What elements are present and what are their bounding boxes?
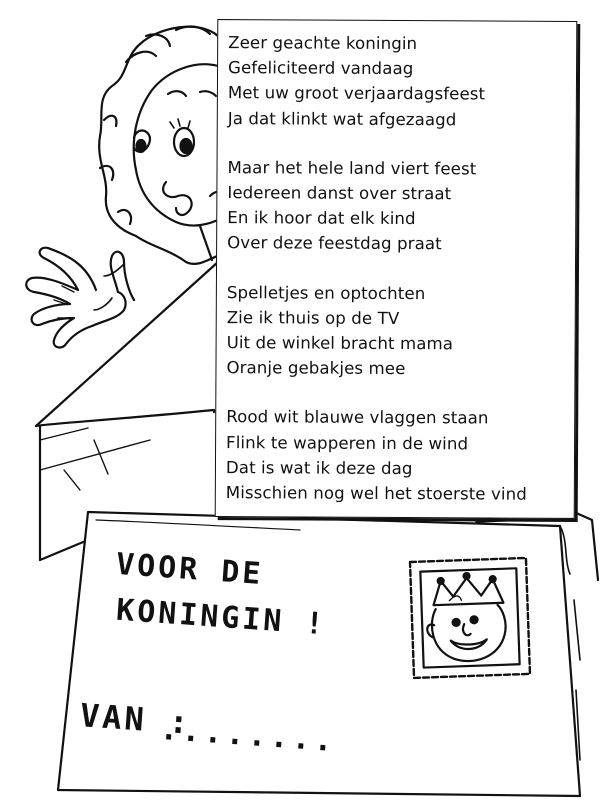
poem-stanza-1 [228, 30, 573, 133]
waving-hand [26, 248, 134, 348]
poem-line: Zeer geachte koningin [228, 33, 418, 54]
poem-line: Rood wit blauwe vlaggen staan [226, 407, 489, 428]
poem-text [226, 30, 572, 507]
poem-line: Gefeliciteerd vandaag [228, 58, 414, 79]
poem-line: Maar het hele land viert feest [227, 157, 477, 179]
poem-stanza-4 [226, 405, 571, 508]
address-line-1: VOOR DE [114, 546, 265, 593]
poem-line: En ik hoor dat elk kind [227, 208, 416, 229]
poem-line: Iedereen danst over straat [227, 183, 452, 204]
poem-line: Ja dat klinkt wat afgezaagd [227, 108, 457, 129]
address-line-2: KONINGIN ! [115, 592, 328, 643]
poem-stanza-3 [226, 280, 571, 383]
poem-line: Met uw groot verjaardagsfeest [227, 83, 486, 104]
poem-line: Spelletjes en optochten [226, 282, 426, 303]
sender-dots: ........ [158, 711, 338, 760]
character-figure [99, 27, 225, 264]
poem-line: Zie ik thuis op de TV [226, 307, 400, 328]
poem-line: Uit de winkel bracht mama [226, 333, 454, 354]
poem-letter [215, 19, 578, 519]
poem-line: Flink te wapperen in de wind [226, 432, 469, 454]
poem-stanza-2 [227, 155, 572, 258]
sender-label: VAN : [78, 696, 193, 742]
poem-line: Misschien nog wel het stoerste vind [225, 483, 527, 504]
poem-line: Over deze feestdag praat [227, 233, 442, 254]
poem-line: Dat is wat ik deze dag [225, 457, 413, 478]
poem-line: Oranje gebakjes mee [226, 358, 406, 379]
